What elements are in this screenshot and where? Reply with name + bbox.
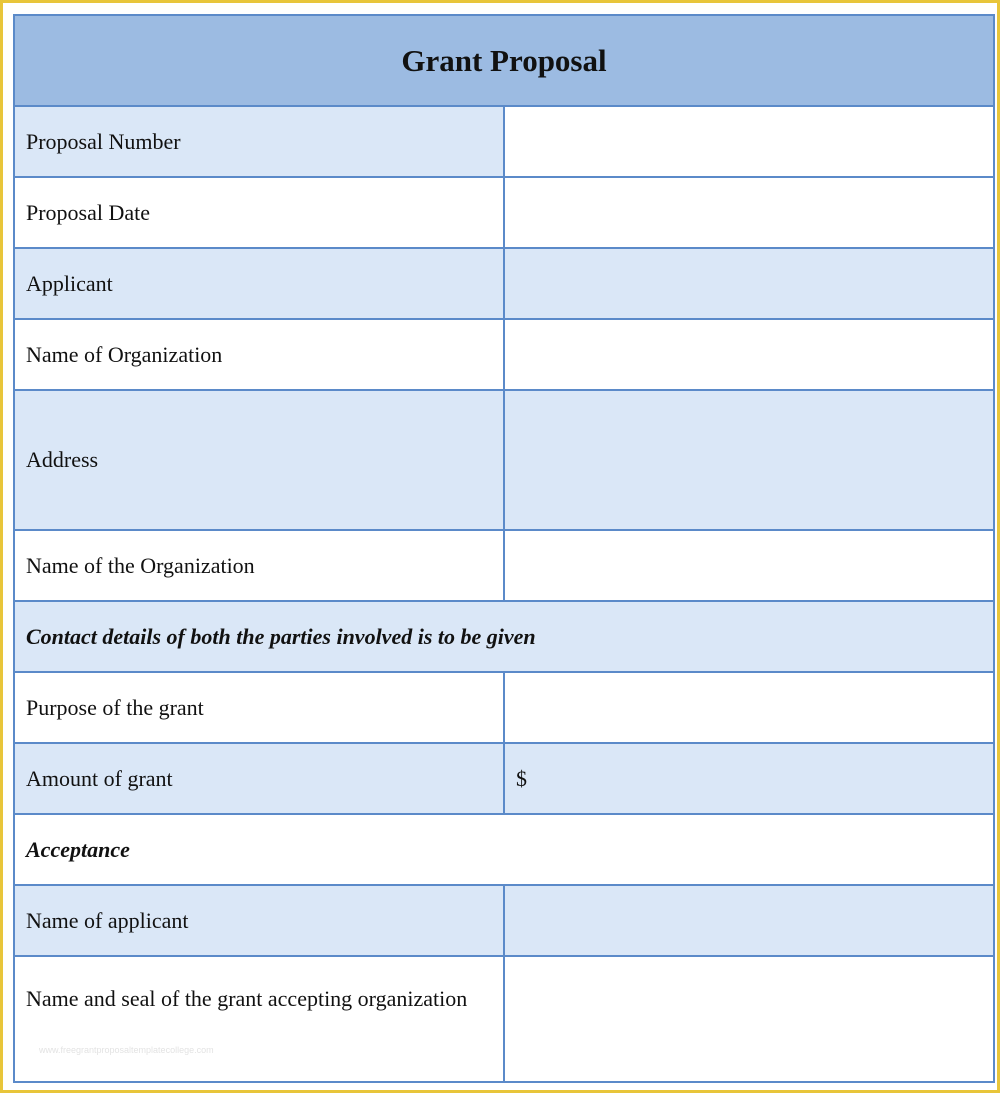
row-acceptance-heading (14, 814, 994, 885)
field-grant-accepting-organization[interactable] (504, 956, 994, 1082)
row-contact-note (14, 601, 994, 672)
label-applicant: Applicant (14, 248, 504, 319)
form-title: Grant Proposal (14, 15, 994, 106)
field-name-of-applicant[interactable] (504, 885, 994, 956)
row-applicant (14, 248, 994, 319)
row-grant-accepting-organization (14, 956, 994, 1082)
label-address: Address (14, 390, 504, 530)
label-name-of-organization: Name of Organization (14, 319, 504, 390)
label-name-of-the-organization: Name of the Organization (14, 530, 504, 601)
row-amount-of-grant (14, 743, 994, 814)
label-grant-accepting-organization: Name and seal of the grant accepting organization (14, 956, 504, 1082)
field-address[interactable] (504, 390, 994, 530)
label-name-of-applicant: Name of applicant (14, 885, 504, 956)
watermark: www.freegrantproposaltemplatecollege.com (39, 1045, 214, 1055)
row-purpose-of-grant (14, 672, 994, 743)
label-proposal-number: Proposal Number (14, 106, 504, 177)
row-proposal-date (14, 177, 994, 248)
row-address (14, 390, 994, 530)
row-name-of-applicant (14, 885, 994, 956)
field-name-of-the-organization[interactable] (504, 530, 994, 601)
contact-note: Contact details of both the parties involved is to be given (14, 601, 994, 672)
field-proposal-date[interactable] (504, 177, 994, 248)
title-row (14, 15, 994, 106)
acceptance-heading: Acceptance (14, 814, 994, 885)
field-applicant[interactable] (504, 248, 994, 319)
field-name-of-organization[interactable] (504, 319, 994, 390)
label-purpose-of-grant: Purpose of the grant (14, 672, 504, 743)
field-amount-of-grant[interactable]: $ (504, 743, 994, 814)
label-amount-of-grant: Amount of grant (14, 743, 504, 814)
row-name-of-the-organization (14, 530, 994, 601)
label-proposal-date: Proposal Date (14, 177, 504, 248)
grant-proposal-form (13, 14, 995, 1083)
field-purpose-of-grant[interactable] (504, 672, 994, 743)
row-proposal-number (14, 106, 994, 177)
field-proposal-number[interactable] (504, 106, 994, 177)
row-name-of-organization (14, 319, 994, 390)
